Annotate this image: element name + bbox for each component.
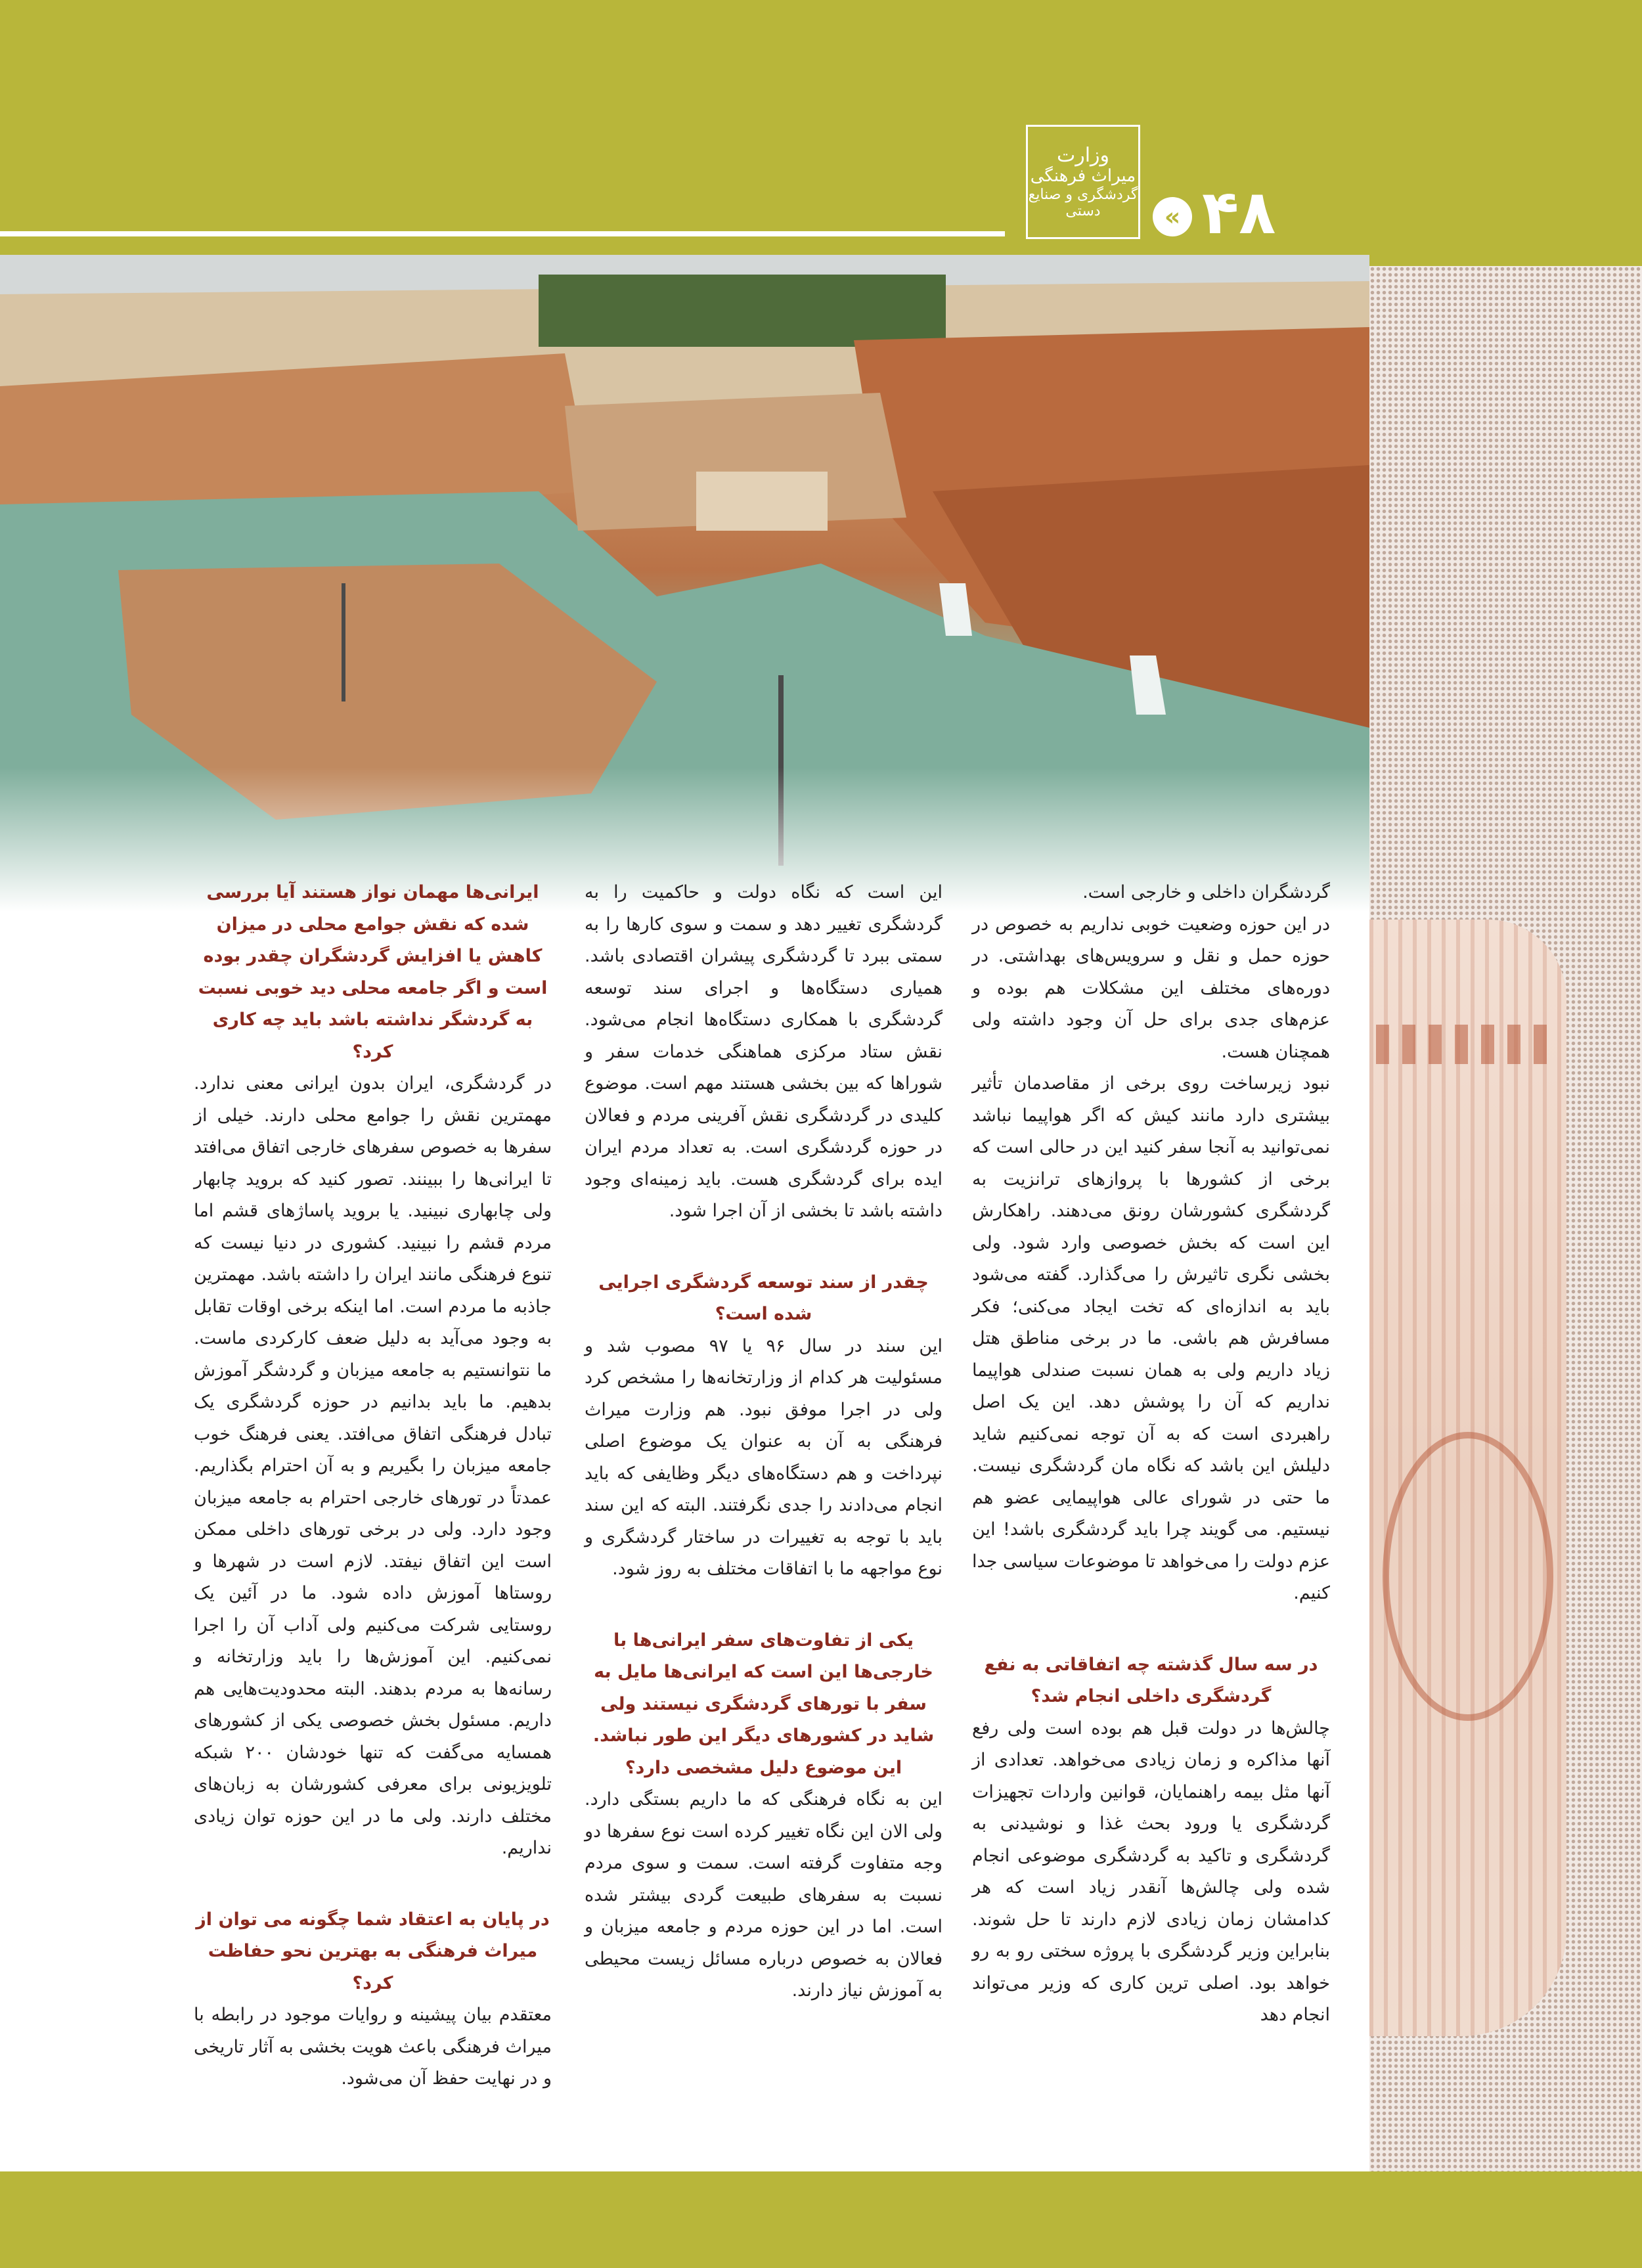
paragraph: این سند در سال ۹۶ یا ۹۷ مصوب شد و مسئولیت هر کدام از وزارتخانه‌ها را مشخص کرد ولی در اجرا موفق نبود. هم وزارت میراث فرهنگی به آن به عنوان یک موضوع اصلی نپرداخت و هم دستگاه‌های دیگر وظایفی که باید انجام می‌دادند را جدی نگرفتند. البته که این سند باید با توجه به تغییرات در ساختار گردشگری و نوع مواجهه ما با اتفاقات مختلف به روز شود. xyxy=(585,1335,943,1579)
question-heading: ایرانی‌ها مهمان نواز هستند آیا بررسی شده که نقش جوامع محلی در میزان کاهش یا افزایش گردشگران چقدر بوده است و اگر جامعه محلی دید خوبی نسبت به گردشگر نداشته باشد باید چه کاری کرد؟ xyxy=(198,882,548,1062)
photo-illustration xyxy=(0,255,1369,912)
paragraph: معتقدم بیان پیشینه و روایات موجود در رابطه با میراث فرهنگی باعث هویت بخشی به آثار تاریخی و در نهایت حفظ آن می‌شود. xyxy=(194,2005,552,2089)
logo-line-3: گردشگری و صنایع دستی xyxy=(1028,186,1138,220)
article-column-2 xyxy=(585,877,943,2007)
header-rule xyxy=(0,231,1005,236)
paragraph: در این حوزه وضعیت خوبی نداریم به خصوص در حوزه حمل و نقل و سرویس‌های بهداشتی. در دوره‌های مختلف این مشکلات هم بوده و عزم‌های جدی برای حل آن وجود داشته ولی همچنان هست. xyxy=(972,914,1330,1062)
spacer xyxy=(194,1865,552,1904)
paragraph: نبود زیرساخت روی برخی از مقاصدمان تأثیر بیشتری دارد مانند کیش که اگر هواپیما نباشد نمی‌توانید به آنجا سفر کنید این در حالی است که برخی از کشورها با پروازهای ترانزیت به گردشگری کشورشان رونق می‌دهند. راهکارش این است که بخش خصوصی وارد شود. ولی بخشی نگری تاثیرش را می‌گذارد. گفته می‌شود باید به اندازه‌ای که تخت ایجاد می‌کنی؛ فکر مسافرش هم باشی. ما در برخی مناطق هتل زیاد داریم ولی به همان نسبت صندلی هواپیما نداریم که آن را پوشش دهد. این یک اصل راهبردی است که به آن توجه نمی‌کنیم شاید دلیلش این باشد که نگاه مان گردشگری نیست. ما حتی در شورای عالی هواپیمایی عضو هم نیستیم. می گویند چرا باید گردشگری باشد! این عزم دولت را می‌خواهد تا موضوعات سیاسی جدا کنیم. xyxy=(972,1073,1330,1603)
article-column-3 xyxy=(194,877,552,2095)
question-heading: در سه سال گذشته چه اتفاقاتی به نفع گردشگری داخلی انجام شد؟ xyxy=(984,1654,1318,1706)
question-heading: در پایان به اعتقاد شما چگونه می توان از میراث فرهنگی به بهترین نحو حفاظت کرد؟ xyxy=(196,1909,550,1993)
article-column-1 xyxy=(972,877,1330,2032)
logo-line-2: میراث فرهنگی xyxy=(1030,166,1136,186)
question-heading: چقدر از سند توسعه گردشگری اجرایی شده است؟ xyxy=(598,1272,929,1324)
double-chevron-icon: « xyxy=(1153,197,1192,236)
page-number: ۴۸ xyxy=(1202,177,1276,248)
paragraph: این به نگاه فرهنگی که ما داریم بستگی دارد. ولی الان این نگاه تغییر کرده است نوع سفرها دو وجه متفاوت گرفته است. سمت و سوی مردم نسبت به سفرهای طبیعت گردی بیشتر شده است. اما در این حوزه مردم و جامعه میزبان و فعالان به خصوص درباره مسائل زیست محیطی به آموزش نیاز دارند. xyxy=(585,1789,943,2001)
question-heading: یکی از تفاوت‌های سفر ایرانی‌ها با خارجی‌ها این است که ایرانی‌ها مایل به سفر با تورهای گردشگری نیستند ولی شاید در کشورهای دیگر این طور نباشد. این موضوع دلیل مشخصی دارد؟ xyxy=(592,1630,935,1778)
spacer xyxy=(972,1610,1330,1649)
paragraph: در گردشگری، ایران بدون ایرانی معنی ندارد. مهمترین نقش را جوامع محلی دارند. خیلی از سفرها به خصوص سفرهای خارجی اتفاق می‌افتد تا ایرانی‌ها را ببینند. تصور کنید که بروید چابهار ولی چابهاری نبینید. یا بروید پاساژهای قشم اما مردم قشم را نبینید. کشوری در دنیا نیست که تنوع فرهنگی مانند ایران را داشته باشد. مهمترین جاذبه ما مردم است. اما اینکه برخی اوقات تقابل به وجود می‌آید به دلیل ضعف کارکردی ماست. ما نتوانستیم به جامعه میزبان و گردشگر آموزش بدهیم. ما باید بدانیم در حوزه گردشگری یک تبادل فرهنگی اتفاق می‌افتد. یعنی فرهنگ خوب جامعه میزبان را بگیریم و به آن احترام بگذاریم. عمدتاً در تورهای خارجی احترام به جامعه میزبان وجود دارد. ولی در برخی تورهای داخلی ممکن است این اتفاق نیفتد. لازم است در شهرها و روستاها آموزش داده شود. ما در آئین یک روستایی شرکت می‌کنیم ولی آداب آن را اجرا نمی‌کنیم. این آموزش‌ها را باید وزارتخانه و رسانه‌ها به مردم بدهند. البته محدودیت‌هایی هم داریم. مسئول بخش خصوصی یکی از کشورهای همسایه می‌گفت که تنها خودشان ۲۰۰ شبکه تلویزیونی برای معرفی کشورشان به زبان‌های مختلف دارند. ولی ما در این حوزه توان زیادی نداریم. xyxy=(194,1073,552,1858)
pottery-vessel-image xyxy=(1369,920,1566,2036)
footer-band xyxy=(0,2171,1642,2268)
logo-line-1: وزارت xyxy=(1056,143,1110,167)
shushtar-waterfalls-photo xyxy=(0,255,1369,912)
spacer xyxy=(585,1228,943,1267)
paragraph: این است که نگاه دولت و حاکمیت را به گردشگری تغییر دهد و سمت و سوی کارها را به سمتی ببرد تا گردشگری پیشران اقتصادی باشد. همیاری دستگاه‌ها و اجرای سند توسعه گردشگری با همکاری دستگاه‌ها انجام می‌شود. نقش ستاد مرکزی هماهنگی خدمات سفر و شوراها که بین بخشی هستند مهم است. موضوع کلیدی در گردشگری نقش آفرینی مردم و فعالان در حوزه گردشگری است. به تعداد مردم ایران ایده برای گردشگری هست. باید زمینه‌ای وجود داشته باشد تا بخشی از آن اجرا شود. xyxy=(585,882,943,1221)
paragraph: گردشگران داخلی و خارجی است. xyxy=(1082,882,1330,902)
header-band xyxy=(0,0,1642,266)
spacer xyxy=(585,1586,943,1625)
paragraph: چالش‌ها در دولت قبل هم بوده است ولی رفع آنها مذاکره و زمان زیادی می‌خواهد. تعدادی از آنها مثل بیمه راهنمایان، قوانین واردات تجهیزات گردشگری یا ورود بحث غذا و نوشیدنی به گردشگری و تاکید به گردشگری موضوعی انجام شده ولی چالش‌ها آنقدر زیاد است که هر کدامشان زمان زیادی لازم دارند تا حل شوند. بنابراین وزیر گردشگری با پروژه سختی رو به رو خواهد بود. اصلی ترین کاری که وزیر می‌تواند انجام دهد xyxy=(972,1718,1330,2025)
ministry-logo xyxy=(1026,125,1140,239)
